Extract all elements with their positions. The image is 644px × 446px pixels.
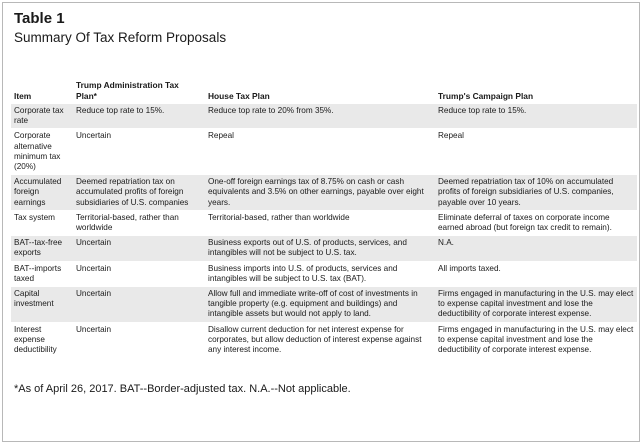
cell-house: Allow full and immediate write-off of cost of investments in tangible property (e.g. equipment and buildings) and intangible assets but would not apply to land.	[205, 287, 435, 323]
cell-item: Accumulated foreign earnings	[11, 175, 73, 211]
table-title: Table 1	[14, 10, 65, 27]
cell-item: Tax system	[11, 210, 73, 235]
cell-item: Corporate alternative minimum tax (20%)	[11, 129, 73, 175]
cell-campaign: Firms engaged in manufacturing in the U.S. may elect to expense capital investment and lose the deductibility of corporate interest expense.	[435, 322, 637, 357]
table-row	[11, 210, 637, 235]
cell-admin: Territorial-based, rather than worldwide	[73, 210, 205, 235]
cell-item: Interest expense deductibility	[11, 322, 73, 357]
table-row	[11, 287, 637, 323]
tax-reform-table	[11, 80, 637, 357]
cell-admin: Deemed repatriation tax on accumulated profits of foreign subsidiaries of U.S. companies	[73, 175, 205, 211]
cell-admin: Uncertain	[73, 322, 205, 357]
table-row	[11, 322, 637, 357]
table-row	[11, 236, 637, 261]
cell-admin: Uncertain	[73, 287, 205, 323]
cell-campaign: Deemed repatriation tax of 10% on accumulated profits of foreign subsidiaries of U.S. companies, payable over 10 years.	[435, 175, 637, 211]
column-header-admin-plan: Trump Administration Tax Plan*	[76, 80, 179, 101]
cell-campaign: Reduce top rate to 15%.	[435, 104, 637, 129]
cell-campaign: Repeal	[435, 129, 637, 175]
cell-house: Territorial-based, rather than worldwide	[205, 210, 435, 235]
table-row	[11, 104, 637, 129]
column-header-house-plan: House Tax Plan	[208, 90, 270, 101]
table-header-row	[11, 80, 637, 104]
cell-admin: Uncertain	[73, 129, 205, 175]
cell-house: Business exports out of U.S. of products, services, and intangibles will not be subject to U.S. tax.	[205, 236, 435, 261]
table-row	[11, 175, 637, 211]
cell-admin: Reduce top rate to 15%.	[73, 104, 205, 129]
column-header-item: Item	[14, 90, 32, 101]
cell-house: Repeal	[205, 129, 435, 175]
cell-campaign: Firms engaged in manufacturing in the U.S. may elect to expense capital investment and lose the deductibility of corporate interest expense.	[435, 287, 637, 323]
cell-house: Disallow current deduction for net interest expense for corporates, but allow deduction of interest expense against any interest income.	[205, 322, 435, 357]
column-header-campaign-plan: Trump's Campaign Plan	[438, 90, 534, 101]
cell-item: BAT--imports taxed	[11, 261, 73, 286]
table-row	[11, 129, 637, 175]
cell-house: Business imports into U.S. of products, services and intangibles will be subject to U.S. tax (BAT).	[205, 261, 435, 286]
cell-item: BAT--tax-free exports	[11, 236, 73, 261]
cell-campaign: Eliminate deferral of taxes on corporate income earned abroad (but foreign tax credit to remain).	[435, 210, 637, 235]
cell-campaign: All imports taxed.	[435, 261, 637, 286]
table-subtitle: Summary Of Tax Reform Proposals	[14, 30, 227, 45]
table-row	[11, 261, 637, 286]
cell-admin: Uncertain	[73, 236, 205, 261]
cell-item: Corporate tax rate	[11, 104, 73, 129]
cell-house: Reduce top rate to 20% from 35%.	[205, 104, 435, 129]
cell-house: One-off foreign earnings tax of 8.75% on cash or cash equivalents and 3.5% on other earnings, payable over eight years.	[205, 175, 435, 211]
cell-admin: Uncertain	[73, 261, 205, 286]
cell-campaign: N.A.	[435, 236, 637, 261]
table-footnote: *As of April 26, 2017. BAT--Border-adjusted tax. N.A.--Not applicable.	[14, 383, 351, 395]
cell-item: Capital investment	[11, 287, 73, 323]
